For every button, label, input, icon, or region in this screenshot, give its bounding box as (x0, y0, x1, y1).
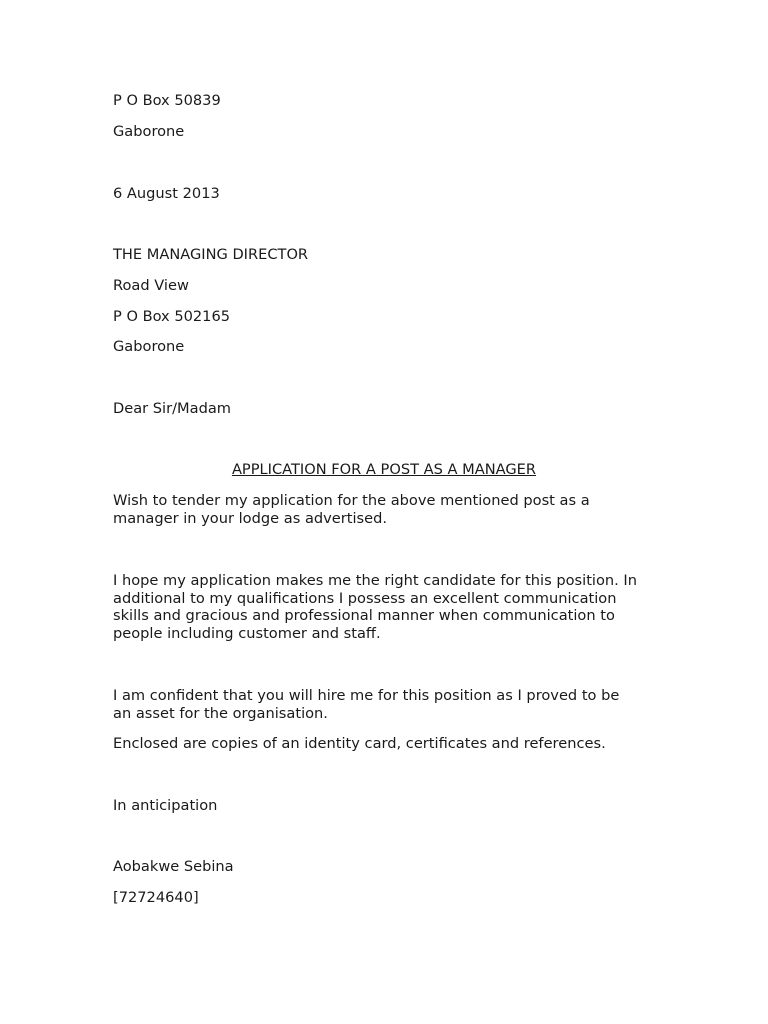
body-paragraph-3-line-2: an asset for the organisation. (113, 704, 328, 722)
body-paragraph-1-line-1: Wish to tender my application for the above mentioned post as a (113, 492, 590, 509)
body-paragraph-2 (113, 572, 653, 642)
body-paragraph-2-line-1: I hope my application makes me the right candidate for this position. In (113, 572, 637, 589)
body-paragraph-2-line-4: people including customer and staff. (113, 624, 381, 642)
body-paragraph-3 (113, 687, 653, 722)
body-paragraph-1 (113, 492, 653, 527)
body-paragraph-2-line-2: additional to my qualifications I possess an excellent communication (113, 589, 617, 607)
sender-address-line2: Gaborone (113, 123, 185, 140)
signature-phone: [72724640] (113, 889, 199, 906)
closing: In anticipation (113, 797, 218, 814)
signature-name: Aobakwe Sebina (113, 858, 234, 875)
recipient-address-line2: P O Box 502165 (113, 308, 231, 325)
recipient-address-line3: Gaborone (113, 338, 185, 355)
subject-heading: APPLICATION FOR A POST AS A MANAGER (231, 461, 537, 478)
body-paragraph-1-line-2: manager in your lodge as advertised. (113, 509, 388, 527)
recipient-title: THE MANAGING DIRECTOR (113, 246, 309, 263)
sender-address-line1: P O Box 50839 (113, 92, 221, 109)
body-paragraph-2-line-3: skills and gracious and professional manner when communication to (113, 607, 615, 624)
body-paragraph-3-line-1: I am confident that you will hire me for this position as I proved to be (113, 687, 620, 704)
letter-date: 6 August 2013 (113, 185, 220, 202)
body-paragraph-4: Enclosed are copies of an identity card, certificates and references. (113, 735, 606, 752)
recipient-address-line1: Road View (113, 277, 189, 294)
salutation: Dear Sir/Madam (113, 400, 231, 417)
